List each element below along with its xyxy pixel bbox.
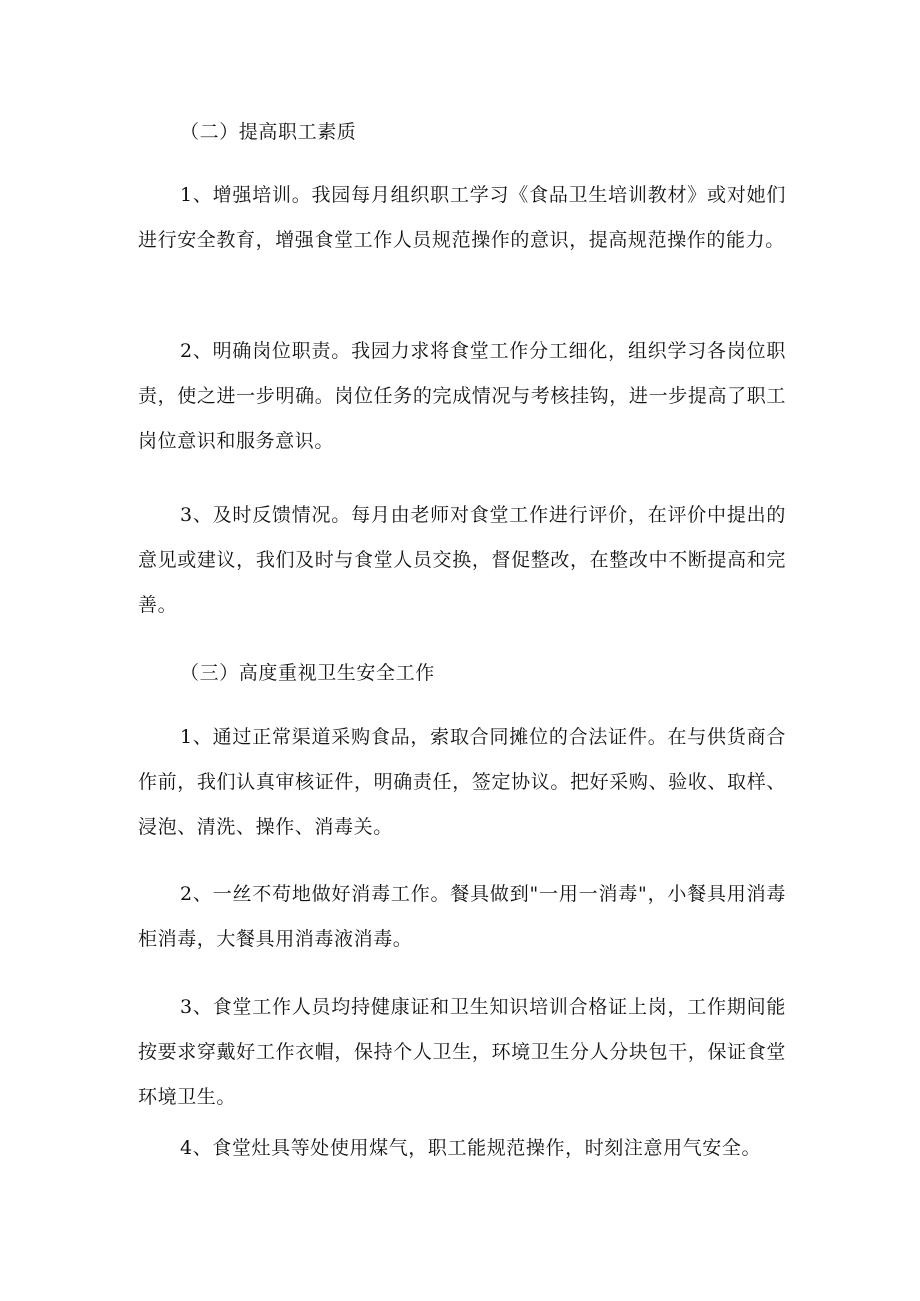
section-heading: （二）提高职工素质: [180, 121, 357, 143]
paragraph: 3、食堂工作人员均持健康证和卫生知识培训合格证上岗，工作期间能按要求穿戴好工作衣帽，保持个人卫生，环境卫生分人分块包干，保证食堂环境卫生。: [138, 996, 786, 1108]
paragraph: 4、食堂灶具等处使用煤气，职工能规范操作，时刻注意用气安全。: [180, 1137, 762, 1159]
paragraph: 1、增强培训。我园每月组织职工学习《食品卫生培训教材》或对她们进行安全教育，增强食堂工作人员规范操作的意识，提高规范操作的能力。: [138, 184, 786, 251]
paragraph: 3、及时反馈情况。每月由老师对食堂工作进行评价，在评价中提出的意见或建议，我们及时与食堂人员交换，督促整改，在整改中不断提高和完善。: [138, 504, 786, 616]
paragraph: 2、一丝不苟地做好消毒工作。餐具做到"一用一消毒"，小餐具用消毒柜消毒，大餐具用消毒液消毒。: [138, 883, 786, 950]
paragraph: 2、明确岗位职责。我园力求将食堂工作分工细化，组织学习各岗位职责，使之进一步明确。岗位任务的完成情况与考核挂钩，进一步提高了职工岗位意识和服务意识。: [138, 340, 786, 452]
section-heading: （三）高度重视卫生安全工作: [180, 662, 435, 684]
paragraph: 1、通过正常渠道采购食品，索取合同摊位的合法证件。在与供货商合作前，我们认真审核证件，明确责任，签定协议。把好采购、验收、取样、浸泡、清洗、操作、消毒关。: [138, 726, 786, 838]
